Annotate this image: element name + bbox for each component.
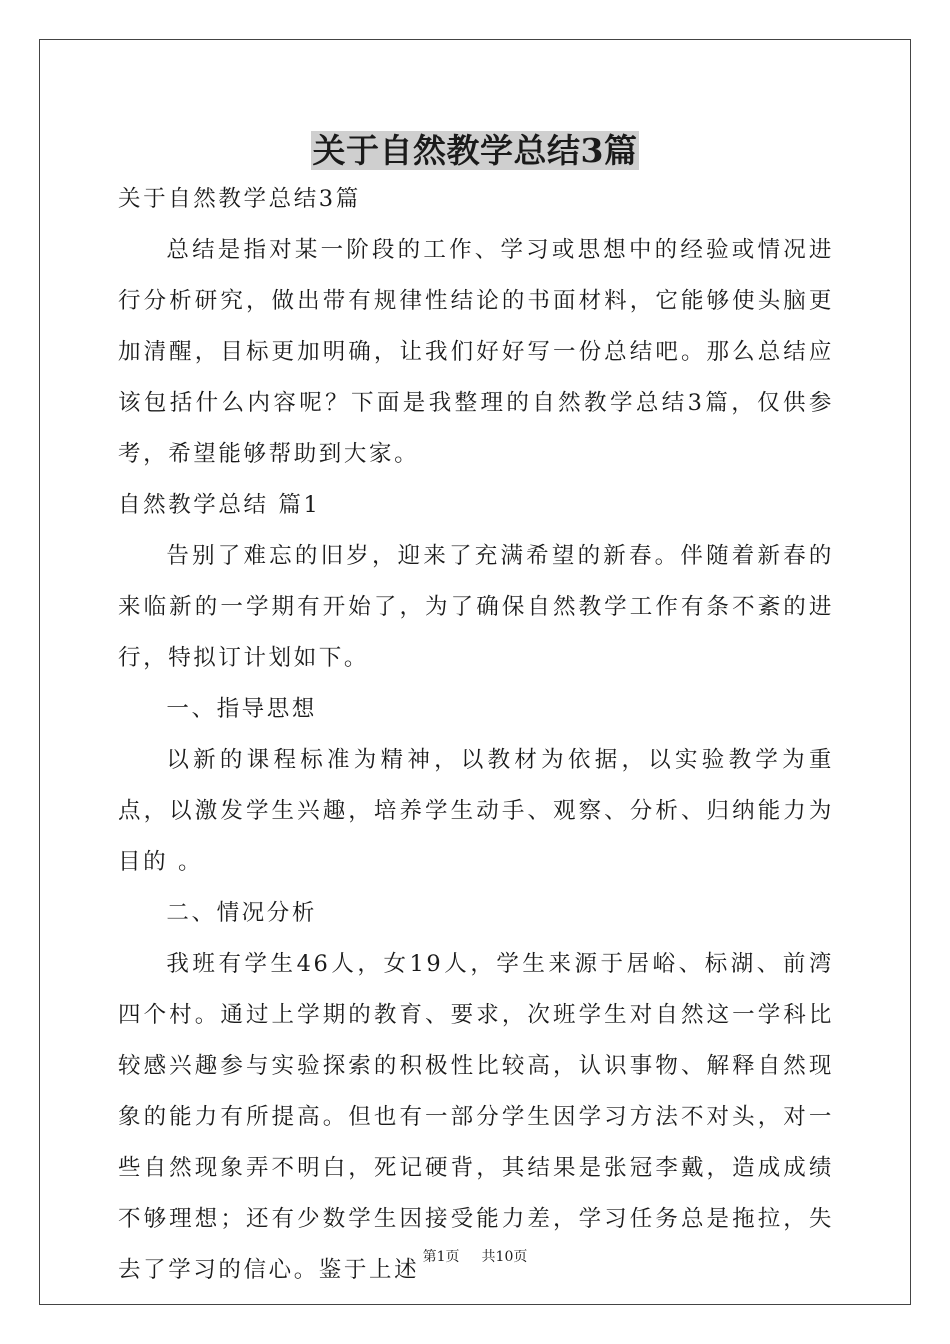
paragraph-situation-analysis: 我班有学生46人，女19人，学生来源于居峪、标湖、前湾四个村。通过上学期的教育、要求，次班学生对自然这一学科比较感兴趣参与实验探索的积极性比较高，认识事物、解释自然现象的能力有所提高。但也有一部分学生因学习方法不对头，对一些自然现象弄不明白，死记硬背，其结果是张冠李戴，造成成绩不够理想；还有少数学生因接受能力差，学习任务总是拖拉，失去了学习的信心。鉴于上述 xyxy=(118,951,834,1283)
heading-guiding-thought: 一、指导思想 xyxy=(166,696,317,722)
document-title xyxy=(0,126,950,176)
section-heading-1: 自然教学总结 篇1 xyxy=(118,492,321,518)
subtitle-paragraph: 关于自然教学总结3篇 xyxy=(118,186,361,212)
paragraph-guiding-thought: 以新的课程标准为精神，以教材为依据，以实验教学为重点，以激发学生兴趣，培养学生动手、观察、分析、归纳能力为目的 。 xyxy=(118,747,834,875)
document-body xyxy=(118,174,834,1296)
page-number: 第1页 xyxy=(422,1249,460,1265)
page-total: 共10页 xyxy=(481,1249,528,1265)
document-title-text: 关于自然教学总结3篇 xyxy=(312,131,638,170)
page-footer xyxy=(0,1247,950,1267)
intro-paragraph: 总结是指对某一阶段的工作、学习或思想中的经验或情况进行分析研究，做出带有规律性结论的书面材料，它能够使头脑更加清醒，目标更加明确，让我们好好写一份总结吧。那么总结应该包括什么内容呢？下面是我整理的自然教学总结3篇，仅供参考，希望能够帮助到大家。 xyxy=(118,237,834,467)
heading-situation-analysis: 二、情况分析 xyxy=(166,900,317,926)
paragraph-opening: 告别了难忘的旧岁，迎来了充满希望的新春。伴随着新春的来临新的一学期有开始了，为了确保自然教学工作有条不紊的进行，特拟订计划如下。 xyxy=(118,543,834,671)
